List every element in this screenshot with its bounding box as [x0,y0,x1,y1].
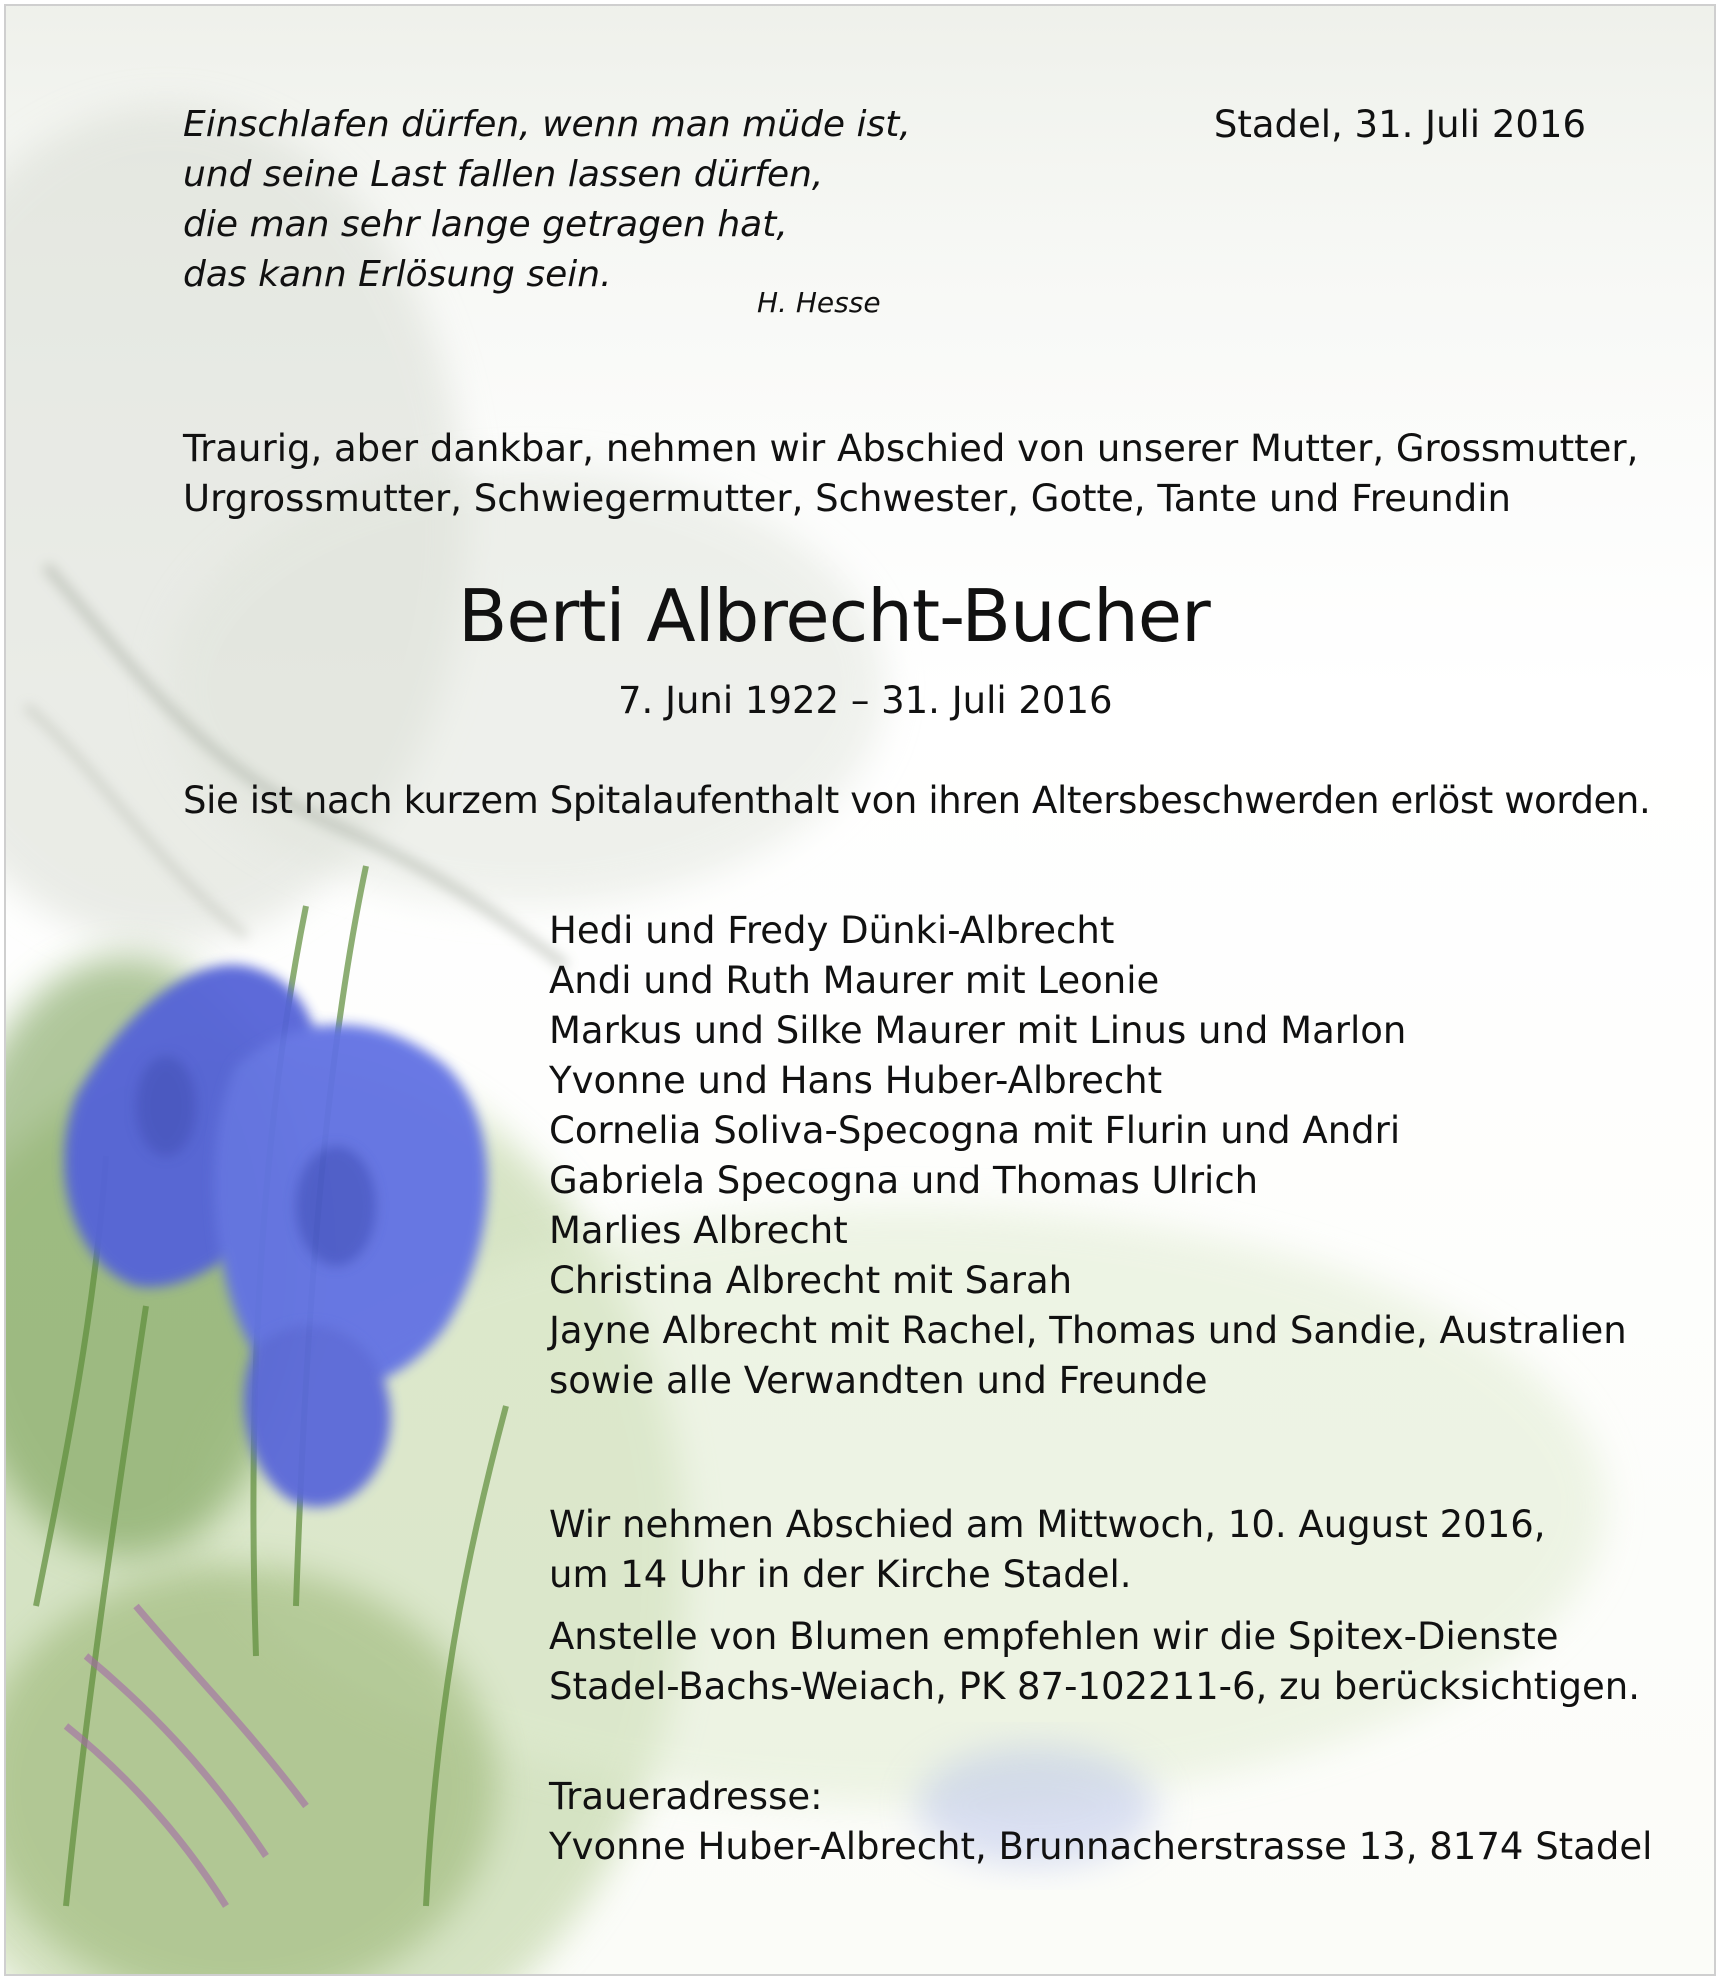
list-item: Cornelia Soliva-Specogna mit Flurin und Andri [549,1109,1401,1152]
ceremony-line: Wir nehmen Abschied am Mittwoch, 10. August 2016, [549,1503,1546,1546]
poem [183,100,911,300]
donation-line: Anstelle von Blumen empfehlen wir die Spitex-Dienste [549,1615,1559,1658]
list-item: Gabriela Specogna und Thomas Ulrich [549,1159,1259,1202]
list-item: Markus und Silke Maurer mit Linus und Marlon [549,1009,1407,1052]
poem-author: H. Hesse [757,286,881,319]
list-item: sowie alle Verwandten und Freunde [549,1359,1208,1402]
list-item: Hedi und Fredy Dünki-Albrecht [549,909,1115,952]
obituary-card [4,4,1716,1976]
poem-line: Einschlafen dürfen, wenn man müde ist, [183,104,911,145]
intro-text [183,424,1638,524]
deceased-name: Berti Albrecht-Bucher [458,574,1210,658]
intro-line: Traurig, aber dankbar, nehmen wir Abschied von unserer Mutter, Grossmutter, [183,427,1639,470]
list-item: Marlies Albrecht [549,1209,848,1252]
list-item: Andi und Ruth Maurer mit Leonie [549,959,1160,1002]
list-item: Jayne Albrecht mit Rachel, Thomas und Sandie, Australien [549,1309,1627,1352]
donation-line: Stadel-Bachs-Weiach, PK 87-102211-6, zu berücksichtigen. [549,1665,1640,1708]
statement: Sie ist nach kurzem Spitalaufenthalt von ihren Altersbeschwerden erlöst worden. [183,779,1651,822]
place-date: Stadel, 31. Juli 2016 [1213,103,1586,146]
address-label: Traueradresse: [549,1775,823,1818]
poem-line: und seine Last fallen lassen dürfen, [183,154,824,195]
poem-line: das kann Erlösung sein. [183,254,612,295]
ceremony-line: um 14 Uhr in der Kirche Stadel. [549,1553,1132,1596]
donation-info [549,1612,1640,1712]
deceased-dates: 7. Juni 1922 – 31. Juli 2016 [618,679,1113,722]
list-item: Yvonne und Hans Huber-Albrecht [549,1059,1163,1102]
mourners-list [549,906,1627,1406]
intro-line: Urgrossmutter, Schwiegermutter, Schwester, Gotte, Tante und Freundin [183,477,1511,520]
mourning-address [549,1772,1652,1872]
poem-line: die man sehr lange getragen hat, [183,204,788,245]
list-item: Christina Albrecht mit Sarah [549,1259,1073,1302]
ceremony-info [549,1500,1546,1600]
address-value: Yvonne Huber-Albrecht, Brunnacherstrasse 13, 8174 Stadel [549,1825,1653,1868]
